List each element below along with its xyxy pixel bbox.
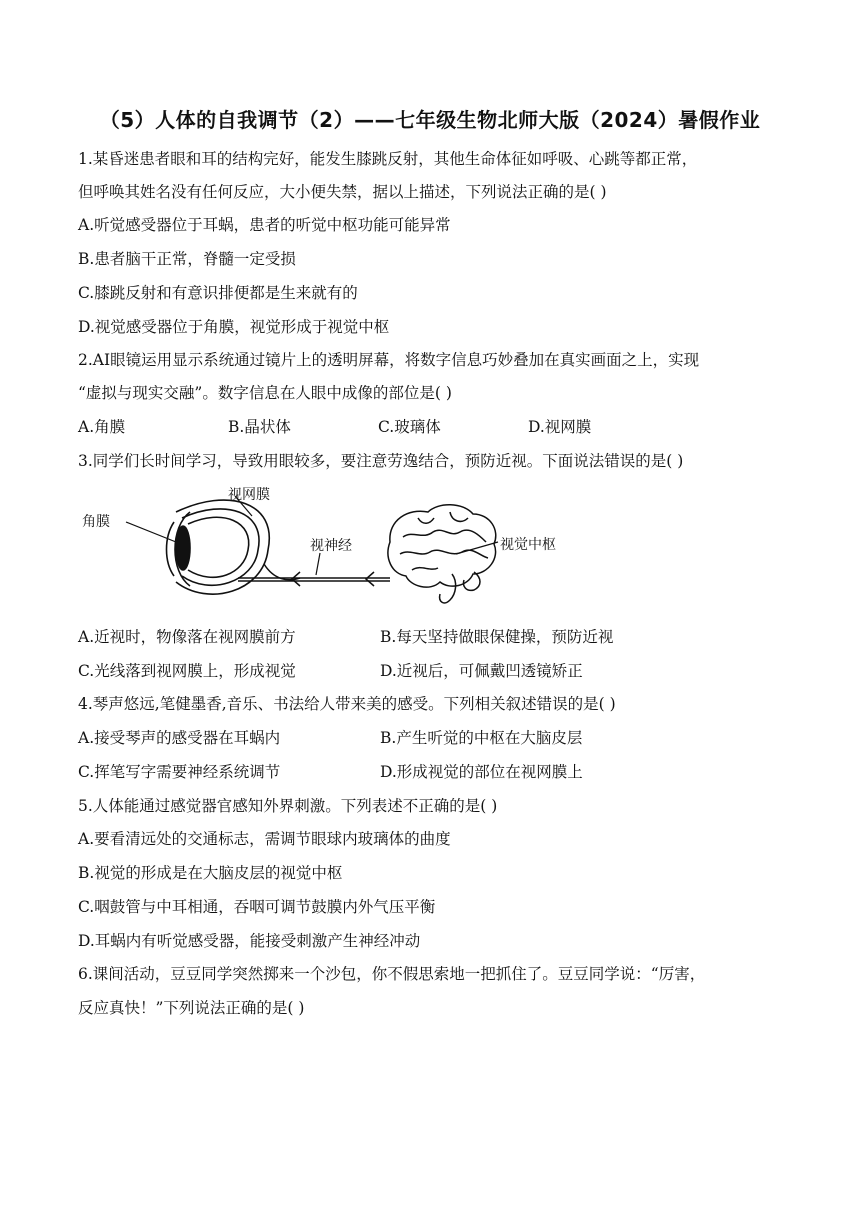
q6-stem-line-2: 反应真快！”下列说法正确的是( ) bbox=[78, 999, 305, 1017]
q2-stem-line-1: 2.AI眼镜运用显示系统通过镜片上的透明屏幕，将数字信息巧妙叠加在真实画面之上，实现 bbox=[78, 351, 700, 369]
optic-nerve-line bbox=[238, 564, 390, 586]
q4-option-b: B.产生听觉的中枢在大脑皮层 bbox=[380, 729, 583, 747]
q1-stem-line-2: 但呼唤其姓名没有任何反应，大小便失禁，据以上描述，下列说法正确的是( ) bbox=[78, 183, 607, 201]
q6-stem-line-1: 6.课间活动，豆豆同学突然掷来一个沙包，你不假思索地一把抓住了。豆豆同学说：“厉害， bbox=[78, 965, 706, 983]
q4-option-a: A.接受琴声的感受器在耳蜗内 bbox=[78, 729, 281, 747]
q4-option-d: D.形成视觉的部位在视网膜上 bbox=[380, 763, 583, 781]
q5-option-d: D.耳蜗内有听觉感受器，能接受刺激产生神经冲动 bbox=[78, 932, 421, 950]
label-visual-center: 视觉中枢 bbox=[500, 537, 556, 553]
page-title: （5）人体的自我调节（2）——七年级生物北师大版（2024）暑假作业 bbox=[99, 108, 761, 132]
q2-option-d: D.视网膜 bbox=[528, 418, 592, 436]
q3-option-c: C.光线落到视网膜上，形成视觉 bbox=[78, 662, 296, 680]
q5-option-a: A.要看清远处的交通标志，需调节眼球内玻璃体的曲度 bbox=[78, 830, 451, 848]
q3-option-a: A.近视时，物像落在视网膜前方 bbox=[78, 628, 296, 646]
brain-drawing bbox=[388, 505, 496, 603]
eye-brain-figure bbox=[78, 482, 618, 614]
q1-stem-line-1: 1.某昏迷患者眼和耳的结构完好，能发生膝跳反射，其他生命体征如呼吸、心跳等都正常， bbox=[78, 150, 698, 168]
q5-option-b: B.视觉的形成是在大脑皮层的视觉中枢 bbox=[78, 864, 343, 882]
q4-stem: 4.琴声悠远,笔健墨香,音乐、书法给人带来美的感受。下列相关叙述错误的是( ) bbox=[78, 695, 616, 713]
label-optic-nerve: 视神经 bbox=[310, 538, 352, 554]
q4-option-c: C.挥笔写字需要神经系统调节 bbox=[78, 763, 281, 781]
q1-option-c: C.膝跳反射和有意识排便都是生来就有的 bbox=[78, 284, 358, 302]
q3-option-d: D.近视后，可佩戴凹透镜矫正 bbox=[380, 662, 583, 680]
q1-option-d: D.视觉感受器位于角膜，视觉形成于视觉中枢 bbox=[78, 318, 390, 336]
label-cornea: 角膜 bbox=[82, 514, 110, 530]
q2-option-c: C.玻璃体 bbox=[378, 418, 441, 436]
q3-option-b: B.每天坚持做眼保健操，预防近视 bbox=[380, 628, 614, 646]
q2-stem-line-2: “虚拟与现实交融”。数字信息在人眼中成像的部位是( ) bbox=[78, 384, 452, 402]
q2-option-b: B.晶状体 bbox=[228, 418, 291, 436]
q5-stem: 5.人体能通过感觉器官感知外界刺激。下列表述不正确的是( ) bbox=[78, 797, 498, 815]
label-retina: 视网膜 bbox=[228, 487, 270, 503]
q1-option-b: B.患者脑干正常，脊髓一定受损 bbox=[78, 250, 296, 268]
q3-stem: 3.同学们长时间学习，导致用眼较多，要注意劳逸结合，预防近视。下面说法错误的是( ) bbox=[78, 452, 684, 470]
q2-option-a: A.角膜 bbox=[78, 418, 126, 436]
q5-option-c: C.咽鼓管与中耳相通，吞咽可调节鼓膜内外气压平衡 bbox=[78, 898, 436, 916]
eyeball-drawing bbox=[167, 500, 270, 594]
q1-option-a: A.听觉感受器位于耳蜗，患者的听觉中枢功能可能异常 bbox=[78, 216, 451, 234]
